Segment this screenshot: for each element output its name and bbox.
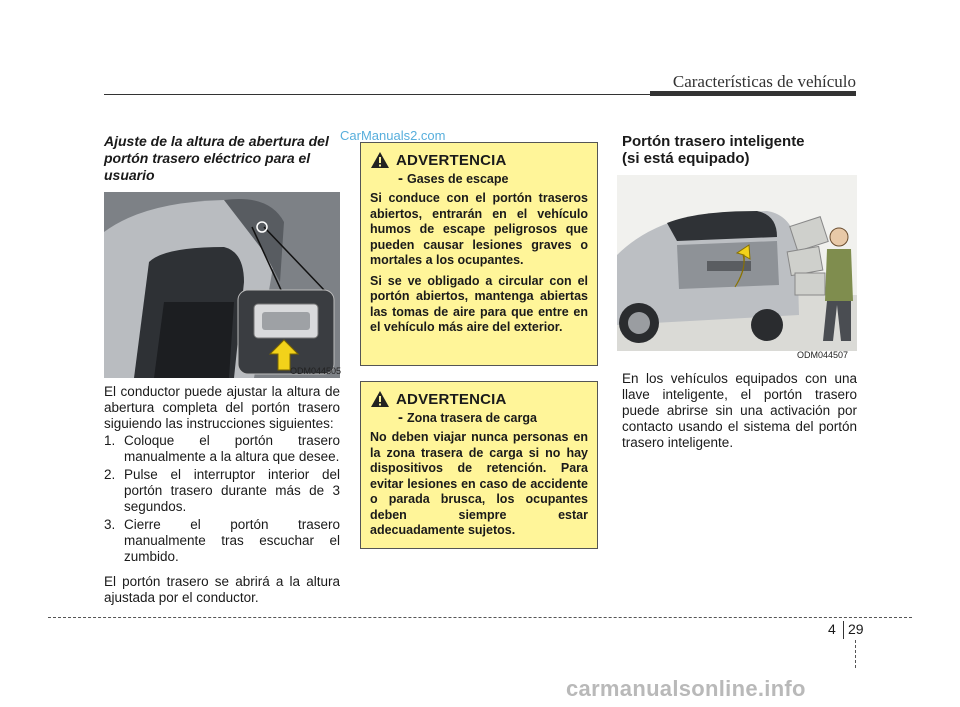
warning-paragraph: No deben viajar nunca personas en la zona trasera de carga si no hay dispositivos de retención. Para evitar lesiones en caso de accidente o parada brusca, los ocupantes deben siempre estar adecuadamente sujetos. bbox=[370, 430, 588, 537]
warning-subtitle: - Zona trasera de carga bbox=[398, 409, 537, 426]
warning-title: ADVERTENCIA bbox=[396, 390, 507, 408]
smart-tailgate-photo bbox=[617, 175, 857, 351]
warning-box-exhaust bbox=[360, 142, 598, 366]
warning-paragraph: Si conduce con el portón traseros abiertos, entrarán en el vehículo humos de escape peligrosos que pueden causar lesiones graves o mortales a los ocupantes. bbox=[370, 191, 588, 267]
intro-paragraph: El conductor puede ajustar la altura de abertura completa del portón trasero siguiendo las instrucciones siguientes: bbox=[104, 384, 340, 431]
footer-dashed-line bbox=[855, 640, 856, 668]
page-number-separator bbox=[843, 621, 844, 639]
header-rule-accent bbox=[650, 91, 856, 96]
site-watermark: carmanualsonline.info bbox=[566, 676, 806, 701]
section-heading-smart-tailgate: Portón trasero inteligente (si está equipado) bbox=[622, 133, 805, 167]
page-number: 29 bbox=[848, 621, 864, 637]
warning-paragraph: Si se ve obligado a circular con el portón abiertos, mantenga abiertas las tomas de aire para que entre en el vehículo más aire del exterior. bbox=[370, 273, 588, 334]
smart-tailgate-paragraph: En los vehículos equipados con una llave inteligente, el portón trasero puede abrirse sin una activación por contacto usando el sistema del portón trasero inteligente. bbox=[622, 371, 857, 450]
photo-caption-left: ODM044505 bbox=[290, 366, 342, 376]
footer-rule bbox=[48, 617, 912, 618]
tailgate-interior-photo bbox=[104, 192, 340, 378]
warning-box-cargo bbox=[360, 381, 598, 549]
list-item: 3. Cierre el portón trasero manualmente tras escuchar el zumbido. bbox=[104, 517, 340, 564]
chapter-title: Características de vehículo bbox=[672, 72, 856, 91]
watermark-text: CarManuals2.com bbox=[340, 128, 446, 143]
warning-title: ADVERTENCIA bbox=[396, 151, 507, 169]
result-paragraph: El portón trasero se abrirá a la altura ajustada por el conductor. bbox=[104, 574, 340, 605]
smart-tailgate-illustration bbox=[617, 175, 857, 351]
warning-subtitle: - Gases de escape bbox=[398, 170, 509, 187]
photo-caption-right: ODM044507 bbox=[797, 350, 849, 360]
instruction-steps bbox=[104, 433, 340, 567]
chapter-number: 4 bbox=[828, 621, 836, 637]
list-item: 1. Coloque el portón trasero manualmente a la altura que desee. bbox=[104, 433, 340, 464]
section-heading-height-adjust: Ajuste de la altura de abertura del portón trasero eléctrico para el usuario bbox=[104, 133, 329, 183]
tailgate-illustration bbox=[104, 192, 340, 378]
warning-triangle-icon bbox=[370, 151, 390, 169]
warning-triangle-icon bbox=[370, 390, 390, 408]
list-item: 2. Pulse el interruptor interior del portón trasero durante más de 3 segundos. bbox=[104, 467, 340, 514]
